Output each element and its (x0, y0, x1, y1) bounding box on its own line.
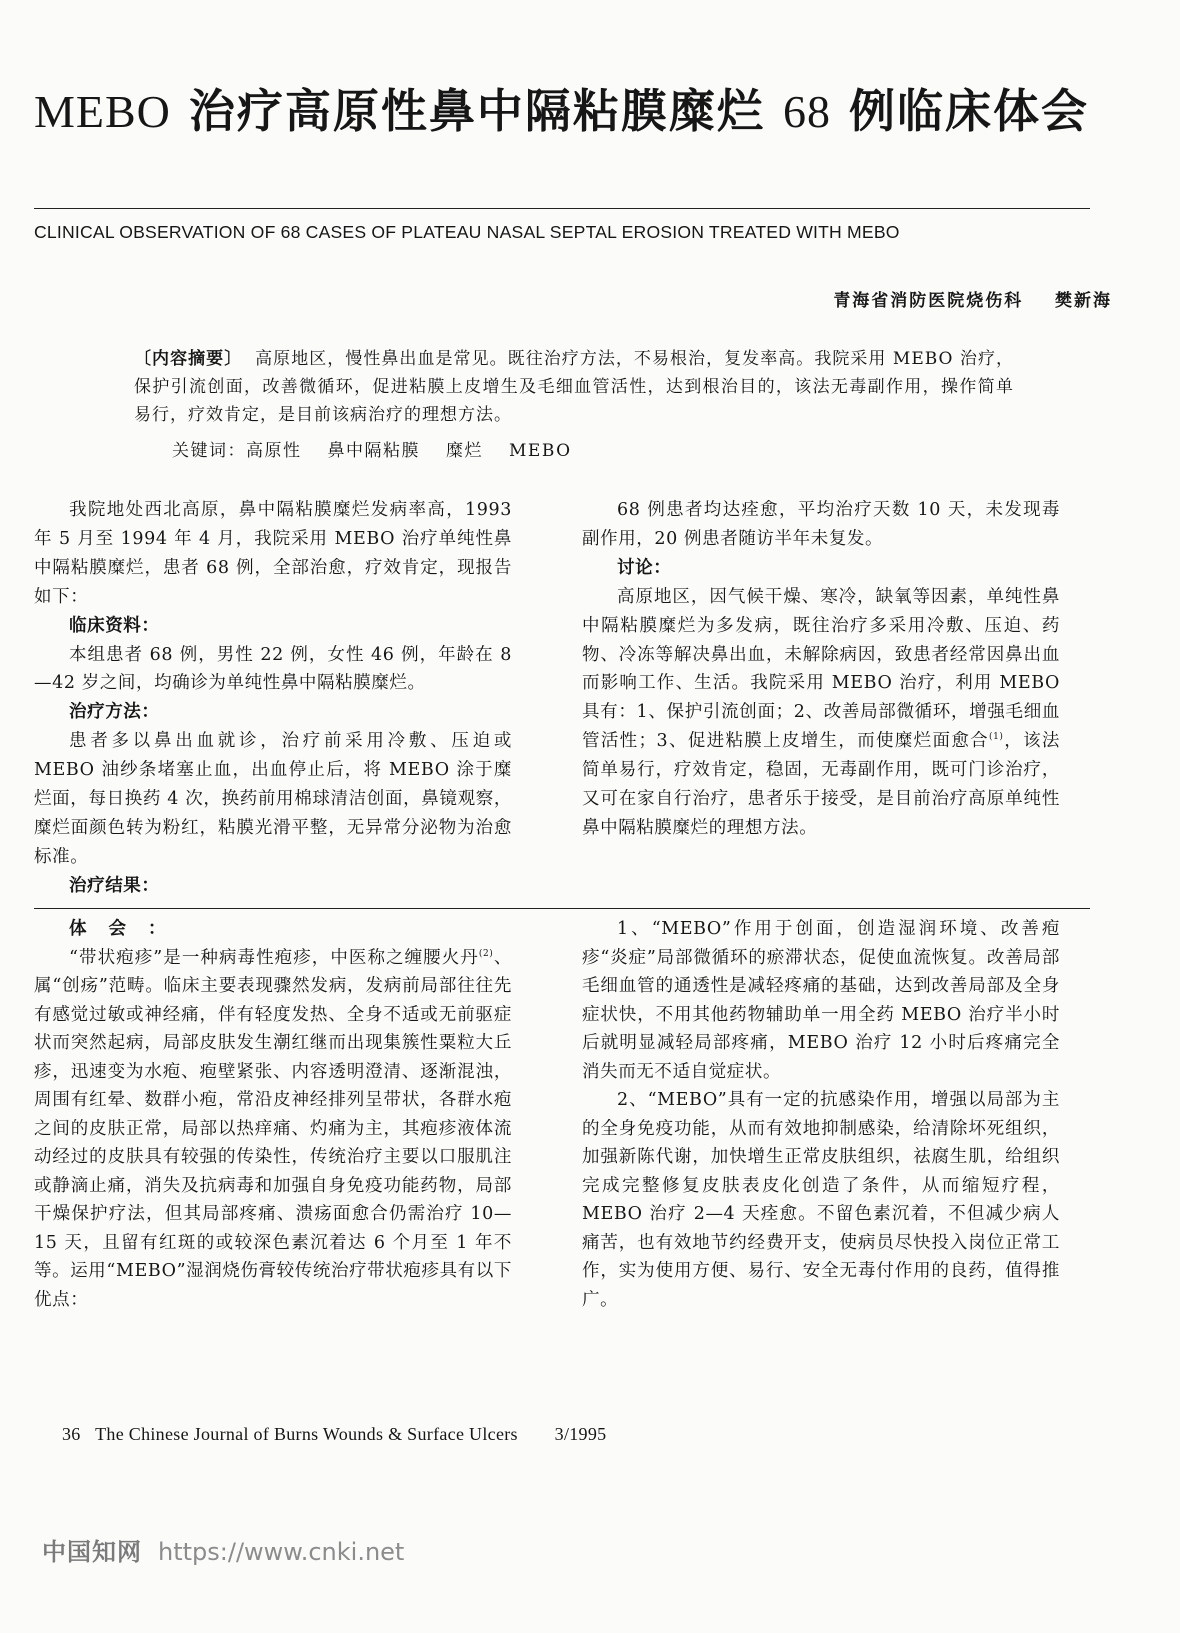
discussion-text-a: 高原地区，因气候干燥、寒冷，缺氧等因素，单纯性鼻中隔粘膜糜烂为多发病，既往治疗多采用冷敷、压迫、药物、冷冻等解决鼻出血，未解除病因，致患者经常因鼻出血而影响工作、生活。我院采用 MEBO 治疗，利用 MEBO 具有：1、保护引流创面；2、改善局部微循环，增强毛细血管活性；3、促进粘膜上皮增生，而使糜烂面愈合 (582, 586, 1060, 752)
keyword: 糜烂 (446, 441, 483, 461)
clinical-heading: 临床资料： (69, 615, 160, 636)
cnki-watermark (42, 1532, 404, 1567)
title-mebo: MEBO (34, 86, 171, 137)
citation-ref: (2) (478, 949, 494, 960)
experience-text-b: 、属“创疡”范畴。临床主要表现骤然发病，发病前局部往往先有感觉过敏或神经痛，伴有轻度发热、全身不适或无前驱症状而突然起病，局部皮肤发生潮红继而出现集簇性粟粒大丘疹，迅速变为水疱、疱壁紧张、内容透明澄清、逐渐混浊，周围有红晕、数群小疱，常沿皮神经排列呈带状，各群水疱之间的皮肤正常，局部以热痒痛、灼痛为主，其疱疹液体流动经过的皮肤具有较强的传染性，传统治疗主要以口服肌注或静滴止痛，消失及抗病毒和加强自身免疫功能药物，局部干燥保护疗法，但其局部疼痛、溃疡面愈合仍需治疗 10—15 天，且留有红斑的或较深色素沉着达 6 个月至 1 年不等。运用“MEBO”湿润烧伤膏较传统治疗带状疱疹具有以下优点： (34, 947, 512, 1310)
title-text-a: 治疗高原性鼻中隔粘膜糜烂 (170, 84, 783, 138)
institution: 青海省消防医院烧伤科 (833, 291, 1024, 311)
left-column-top (34, 496, 512, 901)
affiliation (833, 286, 1112, 311)
left-column-bottom (34, 915, 512, 1314)
right-column-bottom (582, 915, 1060, 1314)
keyword: 高原性 (246, 441, 302, 461)
experience-text-a: “带状疱疹”是一种病毒性疱疹，中医称之缠腰火丹 (69, 947, 479, 968)
page-number: 36 (62, 1424, 81, 1444)
discussion-heading: 讨论： (617, 557, 672, 578)
discussion-paragraph (582, 583, 1060, 843)
advantage-paragraph-2: 2、“MEBO”具有一定的抗感染作用，增强以局部为主的全身免疫功能，从而有效地抑制感染，给清除坏死组织，加强新陈代谢，加快增生正常皮肤组织，祛腐生肌，给组织完成完整修复皮肤表皮化创造了条件，从而缩短疗程，MEBO 治疗 2—4 天痊愈。不留色素沉着，不但减少病人痛苦，也有效地节约经费开支，使病员尽快投入岗位正常工作，实为使用方便、易行、安全无毒付作用的良药，值得推广。 (582, 1090, 1060, 1310)
abstract (134, 345, 1014, 429)
method-paragraph: 患者多以鼻出血就诊，治疗前采用冷敷、压迫或 MEBO 油纱条堵塞止血，出血停止后，将 MEBO 涂于糜烂面，每日换药 4 次，换药前用棉球清洁创面，鼻镜观察，糜烂面颜色转为粉红，粘膜光滑平整，无异常分泌物为治愈标准。 (34, 731, 512, 867)
title-number: 68 (782, 86, 831, 137)
page-footer (62, 1424, 616, 1445)
abstract-label: 〔内容摘要〕 (134, 349, 243, 369)
result-heading: 治疗结果： (69, 875, 160, 896)
intro-paragraph: 我院地处西北高原，鼻中隔粘膜糜烂发病率高，1993 年 5 月至 1994 年 4 月，我院采用 MEBO 治疗单纯性鼻中隔粘膜糜烂，患者 68 例，全部治愈，疗效肯定，现报告如下： (34, 500, 512, 607)
advantage-paragraph-1: 1、“MEBO”作用于创面，创造湿润环境、改善疱疹“炎症”局部微循环的瘀滞状态，促使血流恢复。改善局部毛细血管的通透性是减轻疼痛的基础，达到改善局部及全身症状快，不用其他药物辅助单一用全药 MEBO 治疗半小时后就明显减轻局部疼痛，MEBO 治疗 12 小时后疼痛完全消失而无不适自觉症状。 (582, 919, 1060, 1082)
result-paragraph: 68 例患者均达痊愈，平均治疗天数 10 天，未发现毒副作用，20 例患者随访半年未复发。 (582, 500, 1060, 549)
method-heading: 治疗方法： (69, 702, 160, 723)
discussion-text-b: ，该法简单易行，疗效肯定，稳固，无毒副作用，既可门诊治疗，又可在家自行治疗，患者乐于接受，是目前治疗高原单纯性鼻中隔粘膜糜烂的理想方法。 (582, 731, 1060, 838)
abstract-text: 高原地区，慢性鼻出血是常见。既往治疗方法，不易根治，复发率高。我院采用 MEBO 治疗，保护引流创面，改善微循环，促进粘膜上皮增生及毛细血管活性，达到根治目的，该法无毒副作用，操作简单易行，疗效肯定，是目前该病治疗的理想方法。 (134, 349, 1014, 425)
author: 樊新海 (1055, 291, 1112, 311)
right-column-top (582, 496, 1060, 843)
keywords-label: 关键词： (172, 441, 246, 461)
keywords (172, 436, 872, 461)
title-divider (34, 208, 1090, 209)
paper-title (34, 80, 1144, 143)
citation-ref: (1) (988, 732, 1004, 743)
cnki-logo: 中国知网 (42, 1538, 142, 1566)
experience-heading: 体会： (69, 919, 188, 939)
clinical-paragraph: 本组患者 68 例，男性 22 例，女性 46 例，年龄在 8—42 岁之间，均确诊为单纯性鼻中隔粘膜糜烂。 (34, 644, 512, 694)
experience-paragraph (34, 944, 512, 1315)
journal-name: The Chinese Journal of Burns Wounds & Surface Ulcers (95, 1424, 518, 1444)
english-title: CLINICAL OBSERVATION OF 68 CASES OF PLATEAU NASAL SEPTAL EROSION TREATED WITH MEBO (34, 222, 900, 242)
title-text-b: 例临床体会 (830, 84, 1089, 138)
issue-number: 3/1995 (554, 1424, 607, 1444)
article-divider (34, 908, 1090, 909)
cnki-url: https://www.cnki.net (158, 1538, 405, 1566)
keyword: MEBO (509, 441, 572, 461)
keyword: 鼻中隔粘膜 (327, 441, 420, 461)
